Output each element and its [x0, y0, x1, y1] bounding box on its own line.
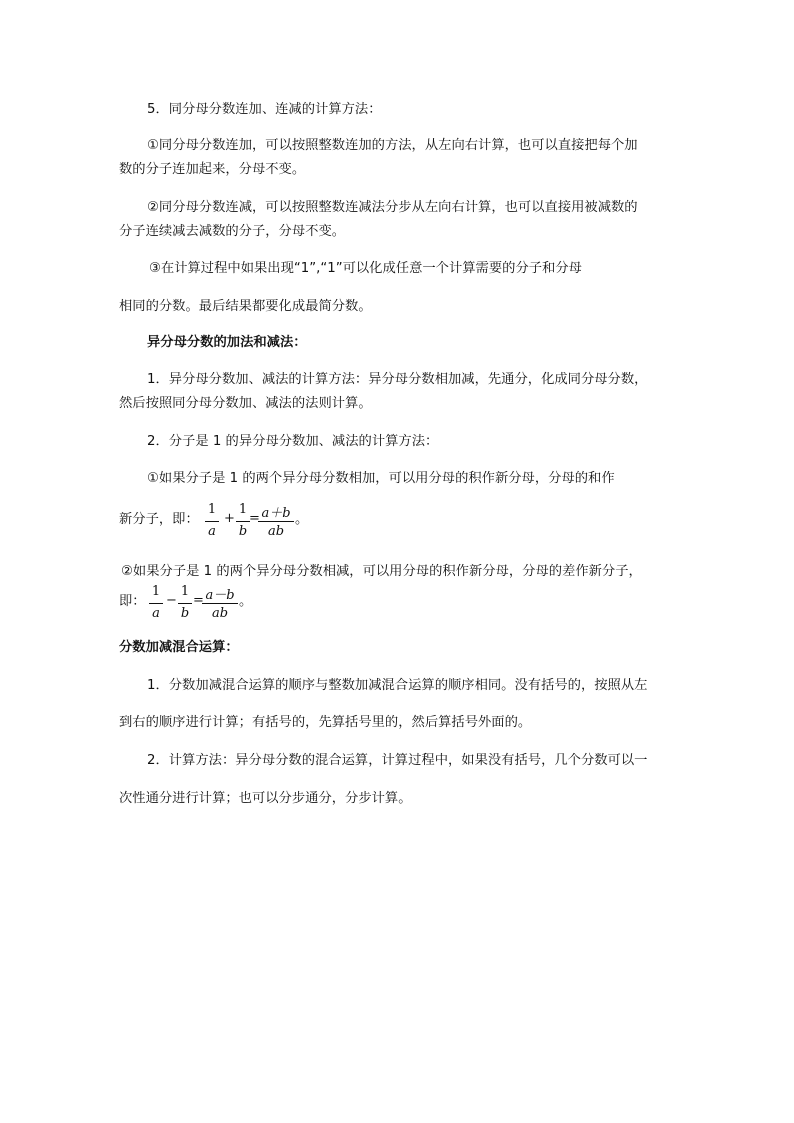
paragraph-text: 数的分子连加起来，分母不变。 [119, 162, 306, 177]
paragraph-text: 1．异分母分数加、减法的计算方法：异分母分数相加减，先通分，化成同分母分数， [147, 372, 648, 387]
equals-operator: = [249, 511, 260, 526]
paragraph-text: 2．计算方法：异分母分数的混合运算，计算过程中，如果没有括号，几个分数可以一 [147, 753, 648, 768]
fraction-bar [205, 521, 219, 522]
fraction-denominator: ab [267, 524, 285, 539]
fraction-bar [258, 521, 294, 522]
minus-operator: − [166, 593, 177, 608]
section-heading: 分数加减混合运算： [119, 640, 239, 655]
paragraph-text: ①如果分子是 1 的两个异分母分数相加，可以用分母的积作新分母，分母的和作 [147, 471, 615, 486]
fraction-numerator: 1 [238, 502, 248, 517]
fraction-numerator: a＋b [261, 506, 291, 521]
plus-operator: + [224, 511, 235, 526]
paragraph-text: 即： [119, 594, 146, 609]
paragraph-text: ③在计算过程中如果出现“1”,“1”可以化成任意一个计算需要的分子和分母 [149, 261, 582, 276]
fraction-bar [202, 603, 238, 604]
equals-operator: = [193, 593, 204, 608]
paragraph-text: 1．分数加减混合运算的顺序与整数加减混合运算的顺序相同。没有括号的，按照从左 [147, 678, 648, 693]
fraction-bar [149, 603, 163, 604]
fraction-denominator: a [152, 606, 160, 621]
fraction-numerator: 1 [180, 584, 190, 599]
paragraph-text: 相同的分数。最后结果都要化成最简分数。 [119, 299, 372, 314]
fraction-numerator: 1 [207, 502, 217, 517]
section-heading: 异分母分数的加法和减法： [147, 335, 307, 350]
fraction-denominator: b [180, 606, 190, 621]
paragraph-text: 2．分子是 1 的异分母分数加、减法的计算方法： [147, 434, 439, 449]
paragraph-text: ②同分母分数连减，可以按照整数连减法分步从左向右计算，也可以直接用被减数的 [147, 200, 638, 215]
fraction-bar [178, 603, 192, 604]
paragraph-text: ①同分母分数连加，可以按照整数连加的方法，从左向右计算，也可以直接把每个加 [147, 138, 638, 153]
fraction-numerator: a－b [205, 588, 235, 603]
fraction-denominator: ab [211, 606, 229, 621]
fraction-denominator: b [238, 524, 248, 539]
paragraph-text: ②如果分子是 1 的两个异分母分数相减，可以用分母的积作新分母，分母的差作新分子， [121, 564, 642, 579]
paragraph-text: 次性通分进行计算；也可以分步通分，分步计算。 [119, 791, 412, 806]
paragraph-text: 然后按照同分母分数加、减法的法则计算。 [119, 396, 372, 411]
paragraph-text: 新分子，即： [119, 512, 199, 527]
paragraph-text: 到右的顺序进行计算；有括号的，先算括号里的，然后算括号外面的。 [119, 715, 532, 730]
period: 。 [239, 594, 253, 609]
fraction-numerator: 1 [151, 584, 161, 599]
fraction-bar [236, 521, 250, 522]
period: 。 [295, 512, 309, 527]
fraction-denominator: a [208, 524, 216, 539]
paragraph-text: 分子连续减去减数的分子，分母不变。 [119, 224, 346, 239]
list-item: 5．同分母分数连加、连减的计算方法： [147, 102, 382, 117]
